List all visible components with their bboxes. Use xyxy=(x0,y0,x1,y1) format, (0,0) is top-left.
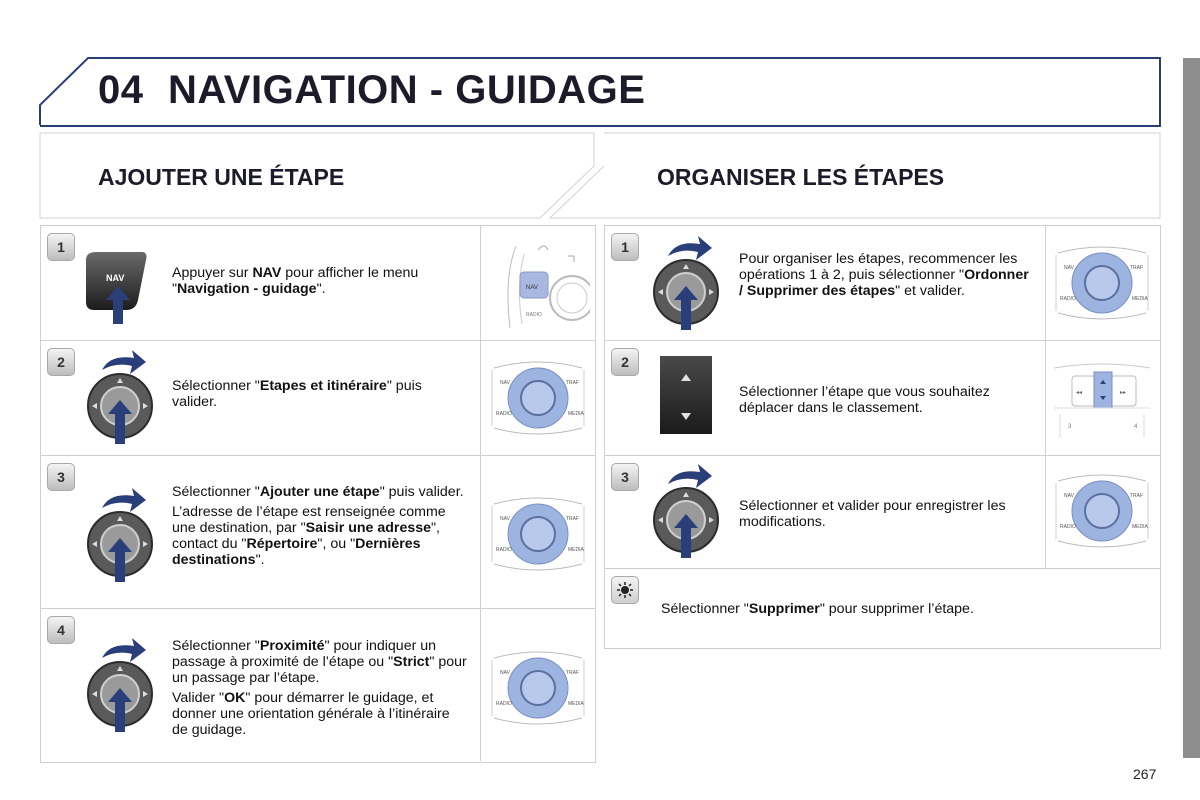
chapter-title: NAVIGATION - GUIDAGE xyxy=(168,68,646,112)
svg-text:TRAF: TRAF xyxy=(1130,265,1144,271)
console-nav-illustration xyxy=(486,236,590,332)
row-divider xyxy=(40,455,595,456)
step-number-badge: 3 xyxy=(611,463,639,491)
step-number-badge: 3 xyxy=(47,463,75,491)
svg-text:◂◂: ◂◂ xyxy=(1076,390,1083,396)
svg-text:▸▸: ▸▸ xyxy=(1120,390,1127,396)
svg-text:NAV: NAV xyxy=(106,273,125,283)
svg-text:RADIO: RADIO xyxy=(1060,524,1076,530)
control-panel-illustration xyxy=(1052,243,1152,323)
lightbulb-icon xyxy=(611,576,639,604)
step-number-badge: 2 xyxy=(47,348,75,376)
svg-text:NAV: NAV xyxy=(1064,493,1074,499)
right-panel-divider xyxy=(1045,226,1046,568)
step-number-badge: 2 xyxy=(611,348,639,376)
rotary-knob-illustration xyxy=(82,486,162,586)
svg-text:RADIO: RADIO xyxy=(496,411,512,417)
left-section-title: AJOUTER UNE ÉTAPE xyxy=(98,164,345,190)
right-section-title: ORGANISER LES ÉTAPES xyxy=(657,164,945,190)
step-4-description: Sélectionner "Proximité" pour indiquer un passage à proximité de l’étape ou "Strict" pour un passage par l’étape. Valider "OK" pour démarrer le guidage, et donner une orientation générale à l’itinéraire de guidage. xyxy=(172,638,467,738)
step-number-badge: 1 xyxy=(611,233,639,261)
rotary-knob-illustration xyxy=(82,348,162,448)
svg-text:3: 3 xyxy=(1068,424,1072,430)
svg-text:MEDIA: MEDIA xyxy=(1132,524,1148,530)
svg-text:TRAF: TRAF xyxy=(1130,493,1144,499)
row-divider xyxy=(604,340,1160,341)
left-panel-divider xyxy=(480,226,481,761)
step-2-description: Sélectionner "Etapes et itinéraire" puis valider. xyxy=(172,378,422,410)
console-arrows-illustration xyxy=(1050,362,1154,440)
page-number: 267 xyxy=(1133,766,1157,782)
svg-text:TRAF: TRAF xyxy=(566,380,580,386)
svg-text:MEDIA: MEDIA xyxy=(568,701,584,707)
svg-text:MEDIA: MEDIA xyxy=(568,411,584,417)
row-divider xyxy=(604,568,1160,569)
right-step-2-description: Sélectionner l’étape que vous souhaitez déplacer dans le classement. xyxy=(739,384,990,416)
control-panel-illustration xyxy=(488,494,588,574)
right-step-1-description: Pour organiser les étapes, recommencer les opérations 1 à 2, puis sélectionner "Ordonner / Supprimer des étapes" et valider. xyxy=(739,251,1029,299)
svg-text:RADIO: RADIO xyxy=(1060,296,1076,302)
svg-text:TRAF: TRAF xyxy=(566,516,580,522)
control-panel-illustration xyxy=(1052,471,1152,551)
svg-text:NAV: NAV xyxy=(500,516,510,522)
svg-text:RADIO: RADIO xyxy=(496,701,512,707)
rotary-knob-illustration xyxy=(648,234,728,334)
svg-text:NAV: NAV xyxy=(500,380,510,386)
svg-text:NAV: NAV xyxy=(1064,265,1074,271)
svg-text:RADIO: RADIO xyxy=(526,312,542,318)
step-number-badge: 1 xyxy=(47,233,75,261)
svg-text:NAV: NAV xyxy=(526,285,538,291)
row-divider xyxy=(40,608,595,609)
nav-button-illustration xyxy=(78,248,158,328)
tip-text: Sélectionner "Supprimer" pour supprimer l’étape. xyxy=(661,601,974,617)
rotary-knob-illustration xyxy=(82,636,162,736)
svg-text:4: 4 xyxy=(1134,424,1138,430)
svg-text:TRAF: TRAF xyxy=(566,670,580,676)
svg-text:MEDIA: MEDIA xyxy=(568,547,584,553)
control-panel-illustration xyxy=(488,648,588,728)
step-1-description: Appuyer sur NAV pour afficher le menu "Navigation - guidage". xyxy=(172,265,419,297)
control-panel-illustration xyxy=(488,358,588,438)
chapter-number: 04 xyxy=(98,68,144,112)
step-3-description: Sélectionner "Ajouter une étape" puis valider. L’adresse de l’étape est renseignée comme une destination, par "Saisir une adresse", contact du "Répertoire", ou "Dernières destinations". xyxy=(172,484,464,568)
row-divider xyxy=(604,455,1160,456)
header-frame xyxy=(0,0,1200,230)
svg-text:NAV: NAV xyxy=(500,670,510,676)
rotary-knob-illustration xyxy=(648,462,728,562)
row-divider xyxy=(40,340,595,341)
side-chapter-tab xyxy=(1183,58,1200,758)
right-step-3-description: Sélectionner et valider pour enregistrer les modifications. xyxy=(739,498,1006,530)
up-down-arrows-illustration xyxy=(658,354,714,436)
step-number-badge: 4 xyxy=(47,616,75,644)
svg-text:RADIO: RADIO xyxy=(496,547,512,553)
svg-text:MEDIA: MEDIA xyxy=(1132,296,1148,302)
